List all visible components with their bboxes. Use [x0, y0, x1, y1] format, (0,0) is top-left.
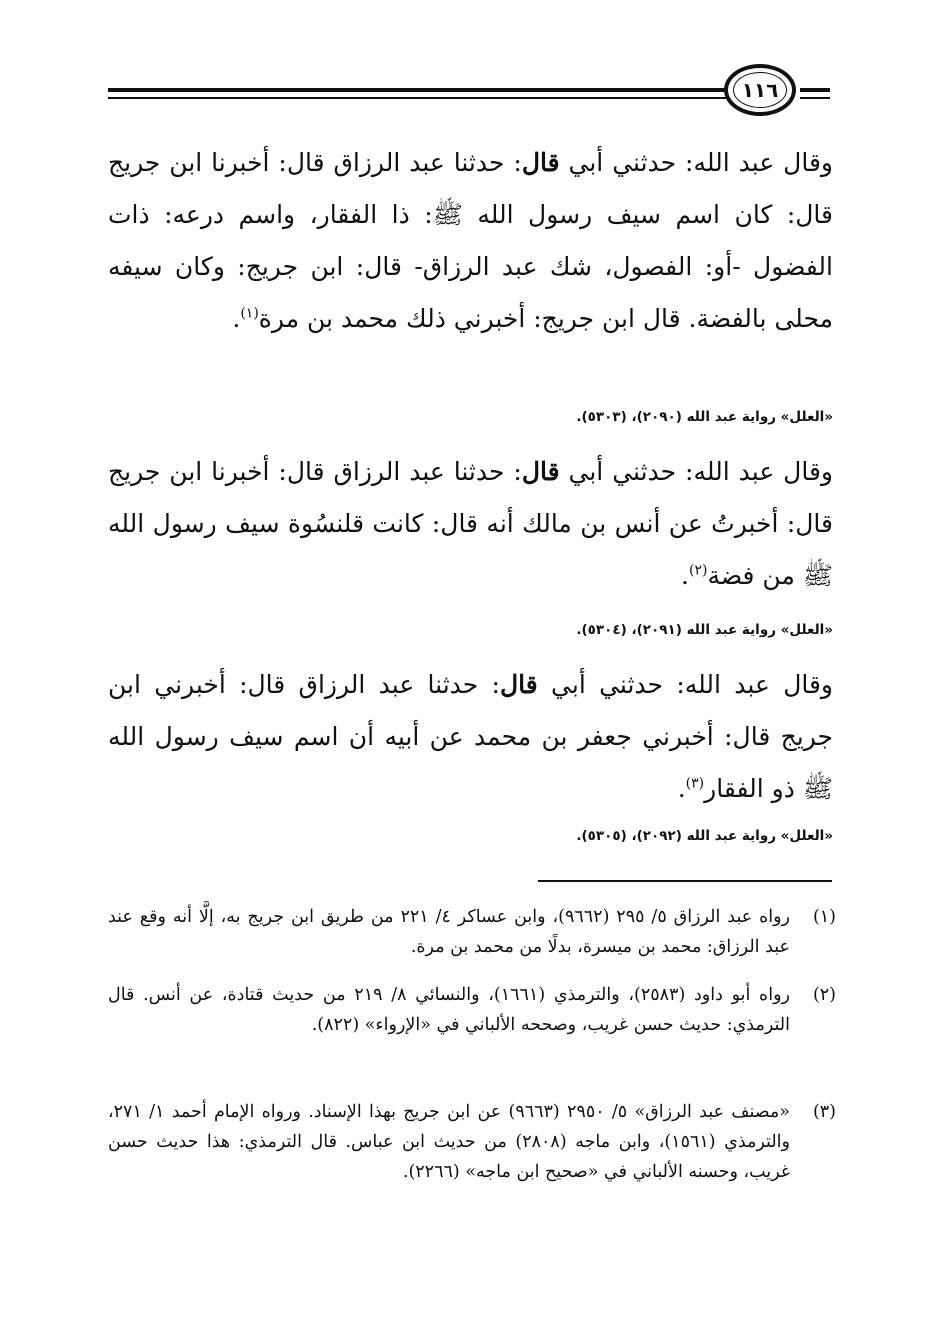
footnote-text: رواه عبد الرزاق ٥/ ٢٩٥ (٩٦٦٢)، وابن عساكر ٤/ ٢٢١ من طريق ابن جريج به، إلَّا أنه وقع عند عبد الرزاق: محمد بن ميسرة، بدلًا من محمد بن مرة.: [108, 907, 791, 957]
paragraph-bold-word: قال: [499, 670, 538, 699]
page-number: ١١٦: [741, 78, 779, 102]
footnote-1: [108, 902, 836, 962]
paragraph-end: .: [677, 774, 686, 803]
header-rule: [108, 88, 726, 92]
paragraph-body: : حدثنا عبد الرزاق قال: أخبرنا ابن جريج قال: كان اسم سيف رسول الله ﷺ: ذا الفقار، واسم درعه: ذات الفضول -أو: الفصول، شك عبد الرزاق- قال: ابن جريج: وكان سيفه محلى بالفضة. قال ابن جريج: أخبرني ذلك محمد بن مرة: [108, 148, 833, 333]
footnote-2: [108, 980, 836, 1040]
source-citation-2: «العلل» رواية عبد الله (٢٠٩١)، (٥٣٠٤).: [576, 622, 833, 638]
footnote-number: (٣): [812, 1102, 836, 1122]
paragraph-end: .: [681, 561, 689, 590]
footnote-separator: [538, 880, 832, 882]
footnote-number: (٢): [812, 985, 836, 1005]
page-header: [108, 66, 830, 122]
paragraph-end: .: [232, 304, 241, 333]
footnote-number: (١): [812, 907, 836, 927]
footnote-ref-3[interactable]: (٣): [685, 775, 705, 792]
paragraph-bold-word: قال: [521, 457, 560, 486]
page-number-badge: [724, 64, 796, 116]
paragraph-lead: وقال عبد الله: حدثني أبي: [559, 457, 833, 486]
footnote-text: رواه أبو داود (٢٥٨٣)، والترمذي (١٦٦١)، والنسائي ٨/ ٢١٩ من حديث قتادة، عن أنس. قال الترمذي: حديث حسن غريب، وصححه الألباني في «الإرواء» (٨٢٢).: [108, 985, 790, 1035]
hadith-paragraph-2: [108, 446, 833, 602]
header-rule-right-thin: [800, 97, 830, 99]
source-citation-1: «العلل» رواية عبد الله (٢٠٩٠)، (٥٣٠٣).: [576, 409, 833, 425]
hadith-paragraph-3: [108, 659, 833, 815]
footnote-text: «مصنف عبد الرزاق» ٥/ ٢٩٥٠ (٩٦٦٣) عن ابن جريج بهذا الإسناد. ورواه الإمام أحمد ١/ ٢٧١، والترمذي (١٥٦١)، وابن ماجه (٢٨٠٨) من حديث ابن عباس. قال الترمذي: هذا حديث حسن غريب، وحسنه الألباني في «صحيح ابن ماجه» (٢٢٦٦).: [108, 1102, 791, 1182]
paragraph-lead: وقال عبد الله: حدثني أبي: [559, 148, 833, 177]
paragraph-body: : حدثنا عبد الرزاق قال: أخبرنا ابن جريج قال: أخبرتُ عن أنس بن مالك أنه قال: كانت قلنسُوة سيف رسول الله ﷺ من فضة: [108, 457, 833, 590]
source-citation-3: «العلل» رواية عبد الله (٢٠٩٢)، (٥٣٠٥).: [576, 828, 833, 844]
footnote-3: [108, 1097, 836, 1187]
page-number-inner-ring: [733, 72, 787, 108]
paragraph-bold-word: قال: [521, 148, 560, 177]
footnote-ref-2[interactable]: (٢): [688, 562, 708, 579]
paragraph-lead: وقال عبد الله: حدثني أبي: [537, 670, 833, 699]
header-rule-right: [800, 88, 830, 92]
footnote-ref-1[interactable]: (١): [240, 305, 259, 322]
paragraph-body: : حدثنا عبد الرزاق قال: أخبرني ابن جريج قال: أخبرني جعفر بن محمد عن أبيه أن اسم سيف رسول الله ﷺ ذو الفقار: [108, 670, 833, 803]
header-rule-thin: [108, 97, 726, 99]
hadith-paragraph-1: [108, 137, 833, 345]
